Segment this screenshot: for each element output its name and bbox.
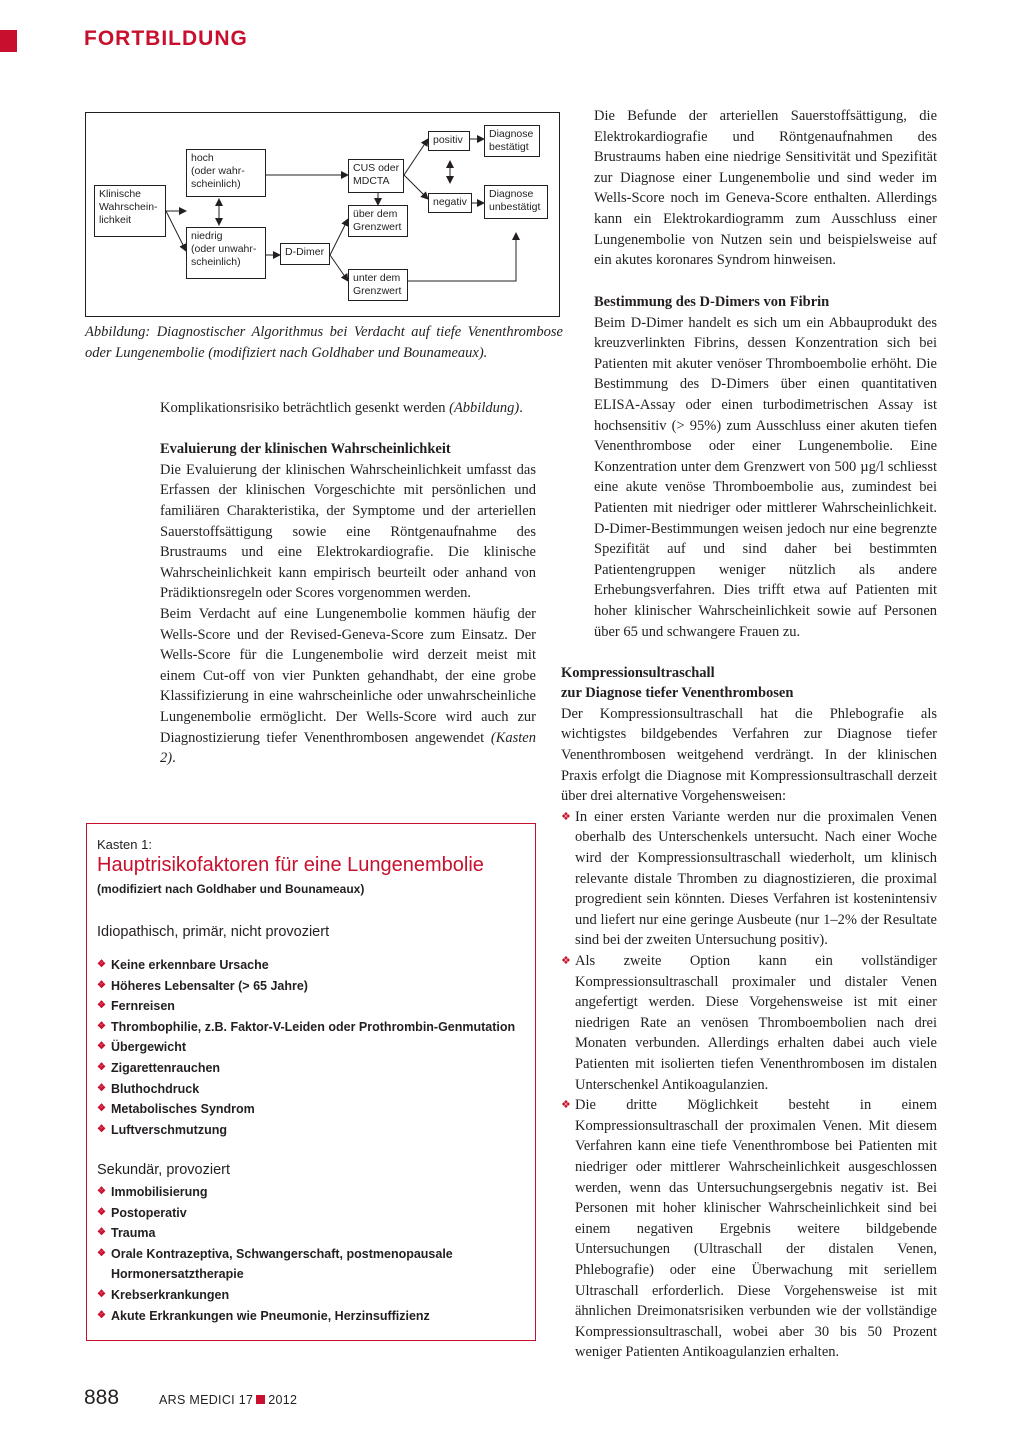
list-item: ❖ Übergewicht	[97, 1037, 522, 1058]
list-item: ❖ Fernreisen	[97, 996, 522, 1017]
diamond-bullet-icon: ❖	[561, 1099, 571, 1112]
list-item: ❖ Luftverschmutzung	[97, 1120, 522, 1141]
node-d-dimer: D-Dimer	[280, 243, 330, 265]
list-item: ❖ Krebserkrankungen	[97, 1285, 522, 1306]
list-item: ❖ Die dritte Möglichkeit besteht in einem Kompressionsultraschall der proximalen Venen. Mit diesem Verfahren kann eine tiefe Venenthrombose bei Patienten mit niedriger oder mittlerer Wahrscheinlichkeit ausgeschlossen werden, wenn das Untersuchungsergebnis negativ ist. Bei Personen mit hoher klinischer Wahrscheinlichkeit sind bei einem negativen Ergebnis weitere bildgebende Untersuchungen (Ultraschall der distalen Venen, Phlebografie) oder eine Überwachung mit seriellem Ultraschall erforderlich. Diese Vorgehensweise ist mit ähnlichen Dreimonatsrisiken verbunden wie der vollständige Kompressionsultraschall, wobei aber 30 bis 50 Prozent weniger Patienten Antikoagulanzien erhalten.	[561, 1097, 937, 1361]
list-item: ❖ Immobilisierung	[97, 1182, 522, 1203]
list-item: ❖ Trauma	[97, 1223, 522, 1244]
diamond-bullet-icon: ❖	[97, 1000, 106, 1012]
diamond-bullet-icon: ❖	[561, 810, 571, 823]
risk-list-secondary	[97, 1182, 522, 1326]
section-heading: Kompressionsultraschall	[561, 664, 715, 681]
box-section-heading: Idiopathisch, primär, nicht provoziert	[97, 924, 330, 940]
list-item: ❖ In einer ersten Variante werden nur die proximalen Venen oberhalb des Unterschenkels untersucht. Nach einer Woche wird der Kompressionsultraschall wiederholt, um klinisch relevante distale Thromben zu diagnostizieren, die proximal progredient sein könnten. Dieses Verfahren ist kostenintensiv und liefert nur eine geringe Ausbeute (nur 1–2% der Resultate sind bei der zweiten Untersuchung positiv).	[561, 808, 937, 949]
list-item: ❖ Metabolisches Syndrom	[97, 1099, 522, 1120]
diamond-bullet-icon: ❖	[97, 1103, 106, 1115]
node-unter-grenzwert: unter dem Grenzwert	[348, 269, 408, 301]
node-klinische-wahrscheinlichkeit: Klinische Wahrschein- lichkeit	[94, 185, 166, 237]
paragraph: Komplikationsrisiko beträchtlich gesenkt werden (Abbildung).	[160, 400, 523, 416]
paragraph: Die Evaluierung der klinischen Wahrscheinlichkeit umfasst das Erfassen der klinischen Vorgeschichte mit persönlichen und familiären Charakteristika, der Symptome und der arteriellen Sauerstoffsättigung sowie eine Röntgenaufnahme des Brustraums und eine Elektrokardiografie. Die klinische Wahrscheinlichkeit kann empirisch beurteilt oder anhand von Prädiktionsregeln oder Scores vorgenommen werden.	[160, 461, 536, 602]
figure-reference: (Abbildung)	[449, 400, 520, 416]
node-diagnose-unbestaetigt: Diagnose unbestätigt	[484, 185, 548, 219]
section-title: FORTBILDUNG	[84, 27, 248, 50]
box-title: Hauptrisikofaktoren für eine Lungenembolie	[97, 854, 484, 876]
list-item: ❖ Zigarettenrauchen	[97, 1058, 522, 1079]
node-diagnose-bestaetigt: Diagnose bestätigt	[484, 125, 540, 157]
journal-line: ARS MEDICI 17 2012	[159, 1393, 298, 1407]
paragraph: Der Kompressionsultraschall hat die Phlebografie als wichtigstes bildgebendes Verfahren zur Diagnose tiefer Venenthrombosen weitgehend verdrängt. In der klinischen Praxis erfolgt die Diagnose mit Kompressionsultraschall derzeit über drei alternative Vorgehensweisen:	[561, 705, 937, 805]
node-positiv: positiv	[428, 131, 470, 151]
page-number: 888	[84, 1386, 120, 1409]
node-cus-mdcta: CUS oder MDCTA	[348, 159, 404, 193]
diamond-bullet-icon: ❖	[97, 1186, 106, 1197]
diamond-bullet-icon: ❖	[561, 955, 571, 967]
arrow-cus-positiv	[404, 139, 428, 175]
node-ueber-grenzwert: über dem Grenzwert	[348, 205, 408, 237]
diamond-bullet-icon: ❖	[97, 1227, 106, 1239]
section-heading: zur Diagnose tiefer Venenthrombosen	[561, 685, 794, 702]
arrow-unter-unbestaetigt	[404, 233, 516, 281]
list-item: ❖ Orale Kontrazeptiva, Schwangerschaft, postmenopausale Hormonersatztherapie	[97, 1244, 522, 1285]
arrow-ddimer-unter	[330, 255, 348, 281]
box-reference: (Kasten 2)	[160, 729, 536, 767]
right-column-top	[594, 106, 937, 271]
diamond-bullet-icon: ❖	[97, 979, 106, 991]
paragraph: Beim Verdacht auf eine Lungenembolie kommen häufig der Wells-Score und der Revised-Geneva-Score zum Einsatz. Der Wells-Score für die Lungenembolie wird derzeit meist mit einem Cut-off von vier Punkten gehandhabt, der eine grobe Klassifizierung in eine wahrscheinliche oder unwahrscheinliche Lungenembolie ermöglicht. Der Wells-Score wird auch zur Diagnostizierung tiefer Venenthrombosen angewendet (Kasten 2).	[160, 605, 536, 767]
list-item: ❖ Bluthochdruck	[97, 1079, 522, 1100]
arrow-cus-negativ	[404, 175, 428, 199]
box-subtitle: (modifiziert nach Goldhaber und Bounameaux)	[97, 882, 365, 896]
header-accent-bar	[0, 30, 17, 52]
diamond-bullet-icon: ❖	[97, 1061, 106, 1073]
diamond-bullet-icon: ❖	[97, 1020, 106, 1032]
list-item: ❖ Thrombophilie, z.B. Faktor-V-Leiden oder Prothrombin-Genmutation	[97, 1017, 522, 1038]
list-item: ❖ Keine erkennbare Ursache	[97, 955, 522, 976]
list-item: ❖ Postoperativ	[97, 1203, 522, 1224]
diamond-bullet-icon: ❖	[97, 1288, 106, 1300]
arrow-ddimer-ueber	[330, 219, 348, 255]
node-niedrig: niedrig (oder unwahr- scheinlich)	[186, 227, 266, 279]
diamond-bullet-icon: ❖	[97, 1123, 106, 1135]
risk-list-primary	[97, 955, 522, 1140]
arrow-klinisch-down	[166, 211, 186, 251]
diamond-bullet-icon: ❖	[97, 959, 106, 970]
list-item: ❖ Akute Erkrankungen wie Pneumonie, Herzinsuffizienz	[97, 1306, 522, 1327]
figure-caption: Abbildung: Diagnostischer Algorithmus bei Verdacht auf tiefe Venenthrombose oder Lungenembolie (modifiziert nach Goldhaber und Bounameaux).	[85, 324, 563, 361]
box-section-heading: Sekundär, provoziert	[97, 1162, 230, 1178]
paragraph: Beim D-Dimer handelt es sich um ein Abbauprodukt des kreuzverlinkten Fibrins, dessen Konzentration sich bei Patienten mit akuter venöser Thromboembolie erhöht. Die Bestimmung des D-Dimers über einen quantitativen ELISA-Assay oder einen turbodimetrischen Assay ist hochsensitiv (> 95%) zum Ausschluss einer akuten tiefen Venenthrombose oder einer Lungenembolie. Eine Konzentration unter dem Grenzwert von 500 µg/l schliesst eine akute venöse Thromboembolie aus, zumindest bei Patienten mit niedriger oder mittlerer Wahrscheinlichkeit. D-Dimer-Bestimmungen weisen jedoch nur eine begrenzte Spezifität auf und sind daher bei bestimmten Patientengruppen weniger nützlich als andere Erhebungsverfahren. Dies trifft etwa auf Patienten mit hoher klinischer Wahrscheinlichkeit sowie auf Personen über 65 und schwangere Frauen zu.	[594, 314, 937, 640]
left-column	[160, 398, 536, 769]
list-item: ❖ Als zweite Option kann ein vollständiger Kompressionsultraschall proximaler und distaler Venen angefertigt werden. Diese Vorgehensweise ist mit einer niedrigen Rate an venösen Thromboembolien nach drei Monaten verbunden. Allerdings erhalten dabei auch viele Patienten mit isolierten tiefen Venenthrombosen im distalen Unterschenkel Antikoagulanzien.	[561, 953, 937, 1093]
section-heading: Evaluierung der klinischen Wahrscheinlichkeit	[160, 441, 451, 458]
node-hoch: hoch (oder wahr- scheinlich)	[186, 149, 266, 197]
section-heading: Bestimmung des D-Dimers von Fibrin	[594, 294, 830, 310]
diamond-bullet-icon: ❖	[97, 1206, 106, 1218]
diagnostic-algorithm-diagram	[85, 112, 560, 317]
diamond-bullet-icon: ❖	[97, 1247, 106, 1259]
risk-factor-box	[86, 823, 536, 1341]
diamond-bullet-icon: ❖	[97, 1082, 106, 1094]
diamond-bullet-icon: ❖	[97, 1041, 106, 1053]
list-item: ❖ Höheres Lebensalter (> 65 Jahre)	[97, 976, 522, 997]
paragraph: Die Befunde der arteriellen Sauerstoffsättigung, die Elektrokardiografie und Röntgenaufnahmen des Brustraums haben eine niedrige Sensitivität und Spezifität zur Diagnose einer Lungenembolie und sind weder im Wells-Score noch im Geneva-Score enthalten. Allerdings kann ein Elektrokardiogramm zum Ausschluss einer Lungenembolie von Nutzen sein und beispielsweise auf ein akutes koronares Syndrom hinweisen.	[594, 108, 937, 269]
right-column	[561, 292, 937, 1363]
square-separator-icon	[256, 1395, 265, 1404]
box-label: Kasten 1:	[97, 837, 152, 852]
diamond-bullet-icon: ❖	[97, 1309, 106, 1321]
node-negativ: negativ	[428, 193, 472, 213]
